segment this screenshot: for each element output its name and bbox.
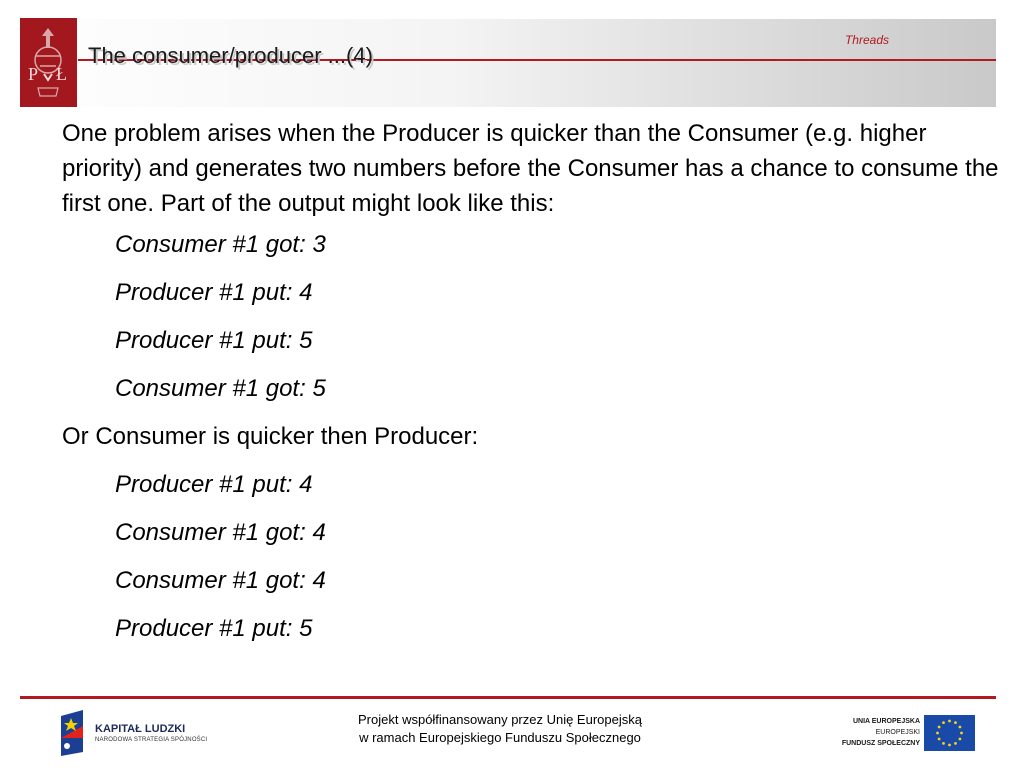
eu-line-2: EUROPEJSKI: [875, 729, 920, 736]
slide-content: [62, 116, 1007, 653]
output-line: Consumer #1 got: 5: [115, 375, 326, 402]
kapital-ludzki-subtitle: NARODOWA STRATEGIA SPÓJNOŚCI: [95, 737, 208, 743]
output-line: Producer #1 put: 4: [115, 279, 313, 306]
output-line: Consumer #1 got: 4: [115, 567, 326, 594]
footer-line-1: Projekt współfinansowany przez Unię Europejską: [358, 712, 642, 727]
output-line: Consumer #1 got: 3: [115, 231, 326, 258]
svg-text:Ł: Ł: [56, 64, 67, 84]
kapital-ludzki-title: KAPITAŁ LUDZKI: [95, 723, 186, 735]
slide-title: The consumer/producer ...(4): [88, 43, 373, 68]
kapital-ludzki-icon: [57, 708, 87, 758]
svg-text:P: P: [28, 64, 39, 84]
eu-stars-icon: [924, 715, 975, 751]
eu-flag-icon: [924, 715, 975, 751]
university-logo: [20, 18, 77, 107]
section-label: Threads: [844, 33, 889, 47]
footer-funding-note: [300, 711, 700, 747]
kapital-ludzki-logo: [57, 708, 217, 758]
output-line: Producer #1 put: 5: [115, 327, 313, 354]
footer-rule: [20, 696, 996, 699]
eu-logo: [840, 712, 980, 756]
intro-paragraph: One problem arises when the Producer is quicker than the Consumer (e.g. higher priority) and generates two numbers before the Consumer has a chance to consume the first one. Part of the output might look like this:: [62, 120, 999, 217]
second-paragraph: Or Consumer is quicker then Producer:: [62, 423, 479, 450]
eu-line-1: UNIA EUROPEJSKA: [852, 718, 920, 725]
output-line: Consumer #1 got: 4: [115, 519, 326, 546]
output-line: Producer #1 put: 4: [115, 471, 313, 498]
eu-logo-text: [842, 716, 920, 749]
university-emblem-icon: [20, 18, 77, 107]
eu-line-3: FUNDUSZ SPOŁECZNY: [841, 740, 920, 747]
footer-line-2: w ramach Europejskiego Funduszu Społecznego: [359, 730, 641, 745]
output-line: Producer #1 put: 5: [115, 615, 313, 642]
